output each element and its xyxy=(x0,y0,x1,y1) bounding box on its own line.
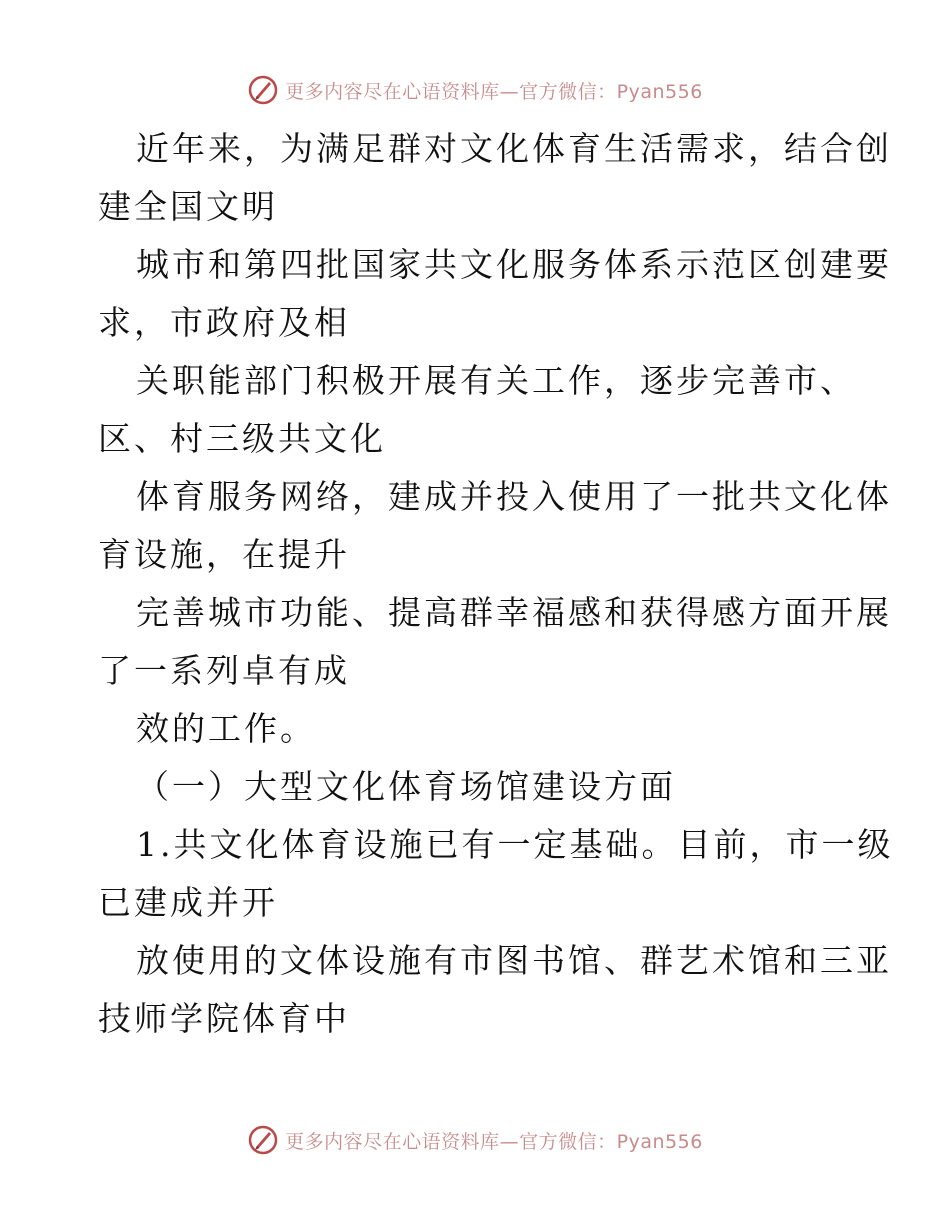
text-line: 了一系列卓有成 xyxy=(98,651,350,690)
text-line: 关职能部门积极开展有关工作，逐步完善市、 xyxy=(136,361,856,400)
watermark-text: 更多内容尽在心语资料库—官方微信：Pyan556 xyxy=(285,1130,703,1153)
quill-logo-icon xyxy=(247,1124,279,1156)
section-heading: （一）大型文化体育场馆建设方面 xyxy=(136,767,676,806)
text-line: 技师学院体育中 xyxy=(98,999,350,1038)
text-line: 育设施，在提升 xyxy=(98,535,350,574)
text-line: 1.共文化体育设施已有一定基础。目前，市一级 xyxy=(136,825,894,864)
text-line: 体育服务网络，建成并投入使用了一批共文化体 xyxy=(136,477,892,516)
text-line: 已建成并开 xyxy=(98,883,278,922)
text-line: 求，市政府及相 xyxy=(98,303,350,342)
quill-logo-icon xyxy=(247,74,279,106)
text-line: 完善城市功能、提高群幸福感和获得感方面开展 xyxy=(136,593,892,632)
text-line: 建全国文明 xyxy=(98,187,278,226)
text-line: 效的工作。 xyxy=(136,709,316,748)
watermark-header xyxy=(0,70,950,110)
text-line: 放使用的文体设施有市图书馆、群艺术馆和三亚 xyxy=(136,941,892,980)
text-line: 区、村三级共文化 xyxy=(98,419,386,458)
document-body xyxy=(98,120,894,1048)
text-line: 城市和第四批国家共文化服务体系示范区创建要 xyxy=(136,245,892,284)
watermark-footer xyxy=(0,1120,950,1160)
watermark-text: 更多内容尽在心语资料库—官方微信：Pyan556 xyxy=(285,80,703,103)
text-line: 近年来，为满足群对文化体育生活需求，结合创 xyxy=(136,129,892,168)
